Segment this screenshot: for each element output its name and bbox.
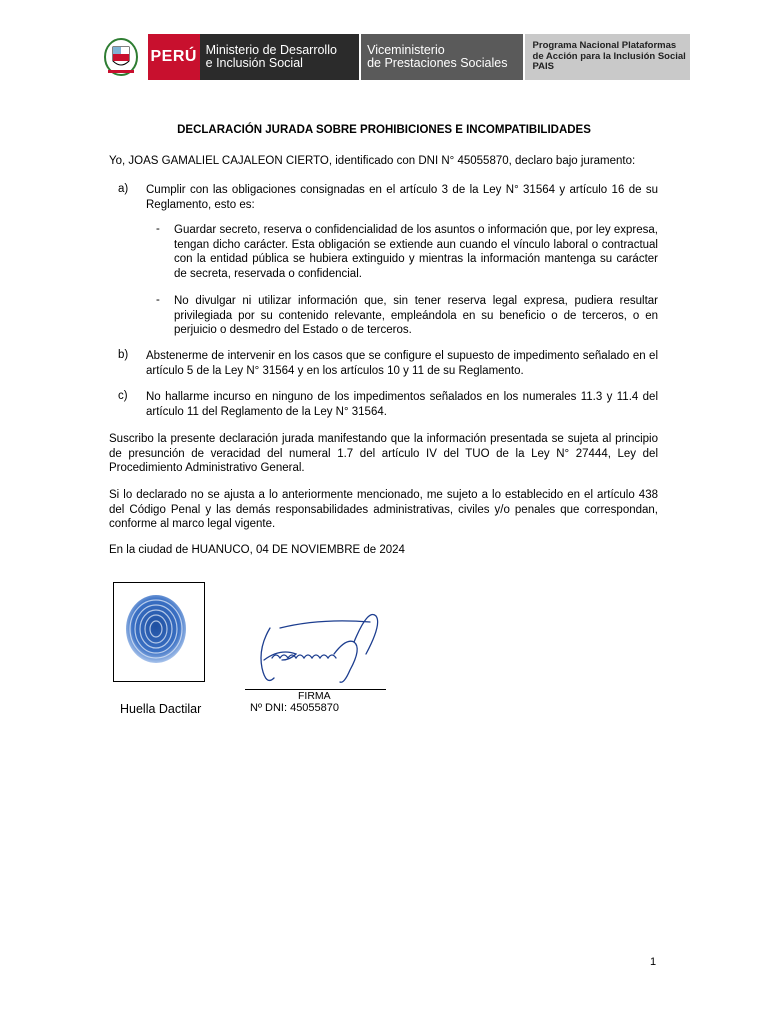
program-name xyxy=(525,34,690,80)
sub-item-2-dash: - xyxy=(156,294,160,306)
viceministry-name xyxy=(361,34,522,80)
program-line-1: Programa Nacional Plataformas xyxy=(532,40,677,52)
country-label: PERÚ xyxy=(148,34,200,80)
fingerprint-box xyxy=(113,582,205,682)
dni-label: Nº DNI: 45055870 xyxy=(250,702,340,714)
program-line-2: de Acción para la Inclusión Social xyxy=(532,50,686,62)
fingerprint-image xyxy=(114,583,204,681)
sub-item-1-text: Guardar secreto, reserva o confidencialidad de los asuntos o información que, por ley expresa, tengan dicho carácter. Esta obligación se extiende aun cuando el vínculo laboral o contractual con la entidad pública se hubiera extinguido y mientras la información mantenga su carácter de secreta, reservada o confidencial. xyxy=(174,224,658,280)
intro-paragraph: Yo, JOAS GAMALIEL CAJALEON CIERTO, identificado con DNI N° 45055870, declaro bajo juramento: xyxy=(109,155,636,167)
vice-line-2: de Prestaciones Sociales xyxy=(367,56,508,70)
item-b-marker: b) xyxy=(118,349,129,361)
document-title: DECLARACIÓN JURADA SOBRE PROHIBICIONES E INCOMPATIBILIDADES xyxy=(177,124,591,136)
liability-paragraph: Si lo declarado no se ajusta a lo anteriormente mencionado, me sujeto a lo establecido en el artículo 438 del Código Penal y las demás responsabilidades administrativas, civiles y/o penales que correspondan, conforme al marco legal vigente. xyxy=(109,489,658,530)
ministry-line-1: Ministerio de Desarrollo xyxy=(205,43,337,57)
item-c-text: No hallarme incurso en ninguno de los impedimentos señalados en los numerales 11.3 y 11.4 del artículo 11 del Reglamento de la Ley N° 31564. xyxy=(146,391,658,418)
sub-item-2-text: No divulgar ni utilizar información que, sin tener reserva legal expresa, pudiera resultar privilegiada por su contenido relevante, empleándola en su beneficio o de terceros, o en perjuicio o desmedro del Estado o de terceros. xyxy=(174,295,658,336)
firma-label: FIRMA xyxy=(298,690,331,702)
ministry-name xyxy=(200,34,359,80)
vice-line-1: Viceministerio xyxy=(367,43,445,57)
handwritten-signature xyxy=(250,598,390,690)
item-a-text: Cumplir con las obligaciones consignadas en el artículo 3 de la Ley N° 31564 y artículo 16 de su Reglamento, esto es: xyxy=(146,184,658,211)
fingerprint-label: Huella Dactilar xyxy=(120,702,202,716)
sub-item-1-dash: - xyxy=(156,223,160,235)
item-a-marker: a) xyxy=(118,183,129,195)
page-number: 1 xyxy=(650,956,657,968)
program-line-3: PAIS xyxy=(532,61,555,73)
ministry-line-2: e Inclusión Social xyxy=(205,56,303,70)
place-date: En la ciudad de HUANUCO, 04 DE NOVIEMBRE de 2024 xyxy=(109,544,405,556)
item-b-text: Abstenerme de intervenir en los casos que se configure el supuesto de impedimento señalado en el artículo 5 de la Ley N° 31564 y en los artículos 10 y 11 de su Reglamento. xyxy=(146,350,658,377)
coat-of-arms-icon xyxy=(96,34,148,80)
veracity-paragraph: Suscribo la presente declaración jurada manifestando que la información presentada se sujeta al principio de presunción de veracidad del numeral 1.7 del artículo IV del TUO de la Ley N° 27444, Ley del Procedimiento Administrativo General. xyxy=(109,433,658,474)
item-c-marker: c) xyxy=(118,390,128,402)
letterhead xyxy=(96,34,690,80)
